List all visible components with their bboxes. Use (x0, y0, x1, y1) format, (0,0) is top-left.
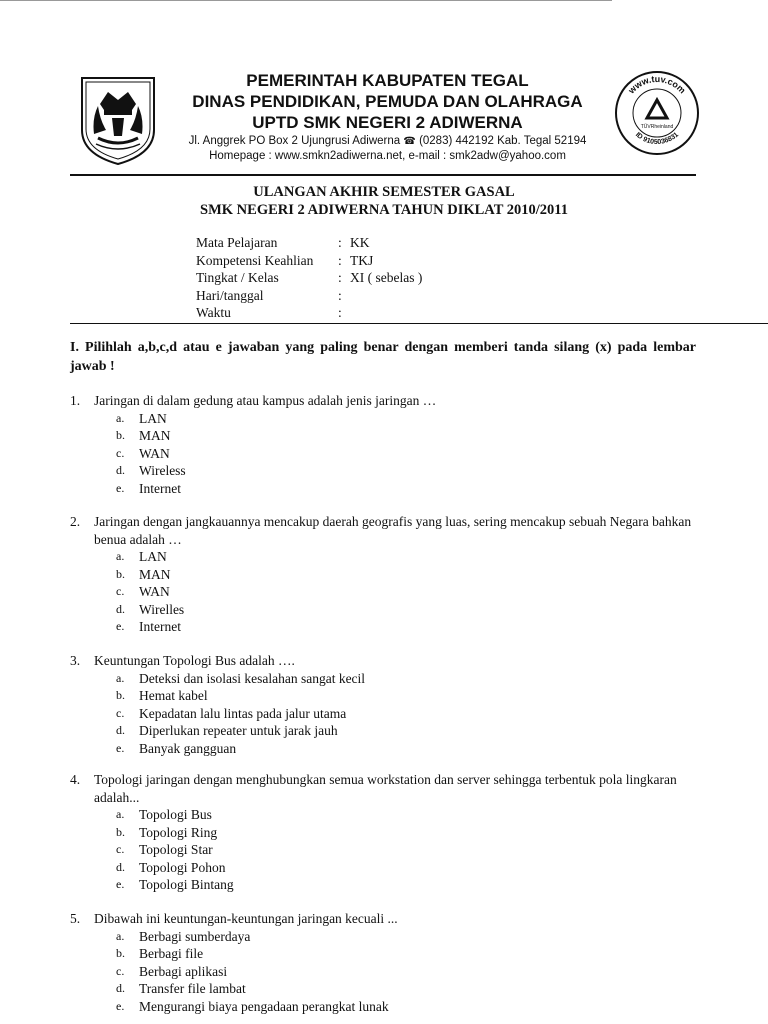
letterhead-line3: UPTD SMK NEGERI 2 ADIWERNA (252, 113, 523, 132)
option-a: a. LAN (116, 410, 167, 426)
option-c: c. Kepadatan lalu lintas pada jalur utama (116, 705, 347, 721)
question-4 (70, 771, 710, 894)
option-b: b. Berbagi file (116, 946, 204, 961)
question-text: Topologi jaringan dengan menghubungkan semua workstation dan server sehingga terbentuk pola lingkaran adalah... (94, 772, 677, 805)
option-e: e. Topologi Bintang (116, 877, 234, 892)
telephone-icon: ☎ (403, 136, 416, 147)
exam-title: ULANGAN AKHIR SEMESTER GASAL (253, 184, 515, 200)
option-e: e. Mengurangi biaya pengadaan perangkat lunak (116, 998, 389, 1014)
question-text: Jaringan dengan jangkauannya mencakup daerah geografis yang luas, sering mencakup sebuah Negara bahkan benua adalah … (94, 514, 692, 547)
option-d: d. Diperlukan repeater untuk jarak jauh (116, 723, 338, 738)
option-c: c. Topologi Star (116, 842, 213, 857)
option-c: c. WAN (116, 584, 170, 599)
option-e: e. Banyak gangguan (116, 740, 237, 756)
option-b: b. Topologi Ring (116, 824, 218, 840)
seal-id-text: ID 9105036831 (633, 131, 681, 147)
option-d: d. Wirelles (116, 601, 185, 617)
info-row-competency: Kompetensi Keahlian : TKJ (196, 252, 374, 268)
option-d: d. Topologi Pohon (116, 859, 226, 875)
question-number: 4. (70, 772, 81, 787)
option-c: c. Berbagi aplikasi (116, 963, 228, 979)
letterhead (165, 70, 610, 164)
question-text: Keuntungan Topologi Bus adalah …. (94, 653, 295, 668)
option-b: b. MAN (116, 566, 171, 582)
question-number: 1. (70, 393, 81, 408)
option-c: c. WAN (116, 445, 170, 461)
seal-brand-text: TÜVRheinland (640, 124, 674, 130)
question-number: 3. (70, 653, 81, 668)
address-part-a: Jl. Anggrek PO Box 2 Ujungrusi Adiwerna (188, 135, 401, 147)
letterhead-divider (70, 174, 696, 176)
info-row-date: Hari/tanggal : (196, 287, 342, 303)
question-number: 2. (70, 514, 81, 529)
option-a: a. LAN (116, 549, 167, 564)
svg-text:ID 9105036831 (634, 131, 680, 146)
exam-info (196, 234, 422, 322)
regency-emblem-icon (78, 74, 158, 166)
option-e: e. Internet (116, 480, 181, 496)
homepage-line: Homepage : www.smkn2adiwerna.net, e-mail : smk2adw@yahoo.com (209, 150, 566, 162)
letterhead-line1: PEMERINTAH KABUPATEN TEGAL (246, 71, 529, 90)
seal-url-text: www.tuv.com (626, 73, 688, 96)
question-3 (70, 652, 710, 757)
address-part-b: (0283) 442192 Kab. Tegal 52194 (419, 135, 587, 147)
option-d: d. Transfer file lambat (116, 981, 246, 996)
question-text: Dibawah ini keuntungan-keuntungan jaringan kecuali ... (94, 911, 398, 926)
option-a: a. Topologi Bus (116, 807, 212, 822)
question-5 (70, 910, 710, 1015)
option-b: b. MAN (116, 428, 171, 443)
info-row-class: Tingkat / Kelas : XI ( sebelas ) (196, 270, 423, 285)
question-1 (70, 392, 710, 497)
option-a: a. Deteksi dan isolasi kesalahan sangat kecil (116, 670, 366, 686)
question-2 (70, 513, 710, 636)
question-text: Jaringan di dalam gedung atau kampus adalah jenis jaringan … (94, 393, 437, 408)
top-border-line (0, 0, 612, 1)
section-instruction: I. Pilihlah a,b,c,d atau e jawaban yang paling benar dengan memberi tanda silang (x) pada lembar jawab ! (70, 340, 696, 374)
option-d: d. Wireless (116, 463, 186, 478)
question-number: 5. (70, 911, 81, 926)
address-line (165, 134, 610, 149)
info-row-subject: Mata Pelajaran : KK (196, 235, 370, 250)
letterhead-line2: DINAS PENDIDIKAN, PEMUDA DAN OLAHRAGA (192, 92, 583, 111)
option-a: a. Berbagi sumberdaya (116, 928, 251, 944)
info-row-time: Waktu : (196, 305, 342, 320)
tuv-certification-seal-icon (614, 70, 700, 156)
option-e: e. Internet (116, 619, 181, 634)
option-b: b. Hemat kabel (116, 688, 208, 703)
exam-subtitle: SMK NEGERI 2 ADIWERNA TAHUN DIKLAT 2010/2011 (200, 202, 568, 218)
info-divider (70, 323, 768, 324)
